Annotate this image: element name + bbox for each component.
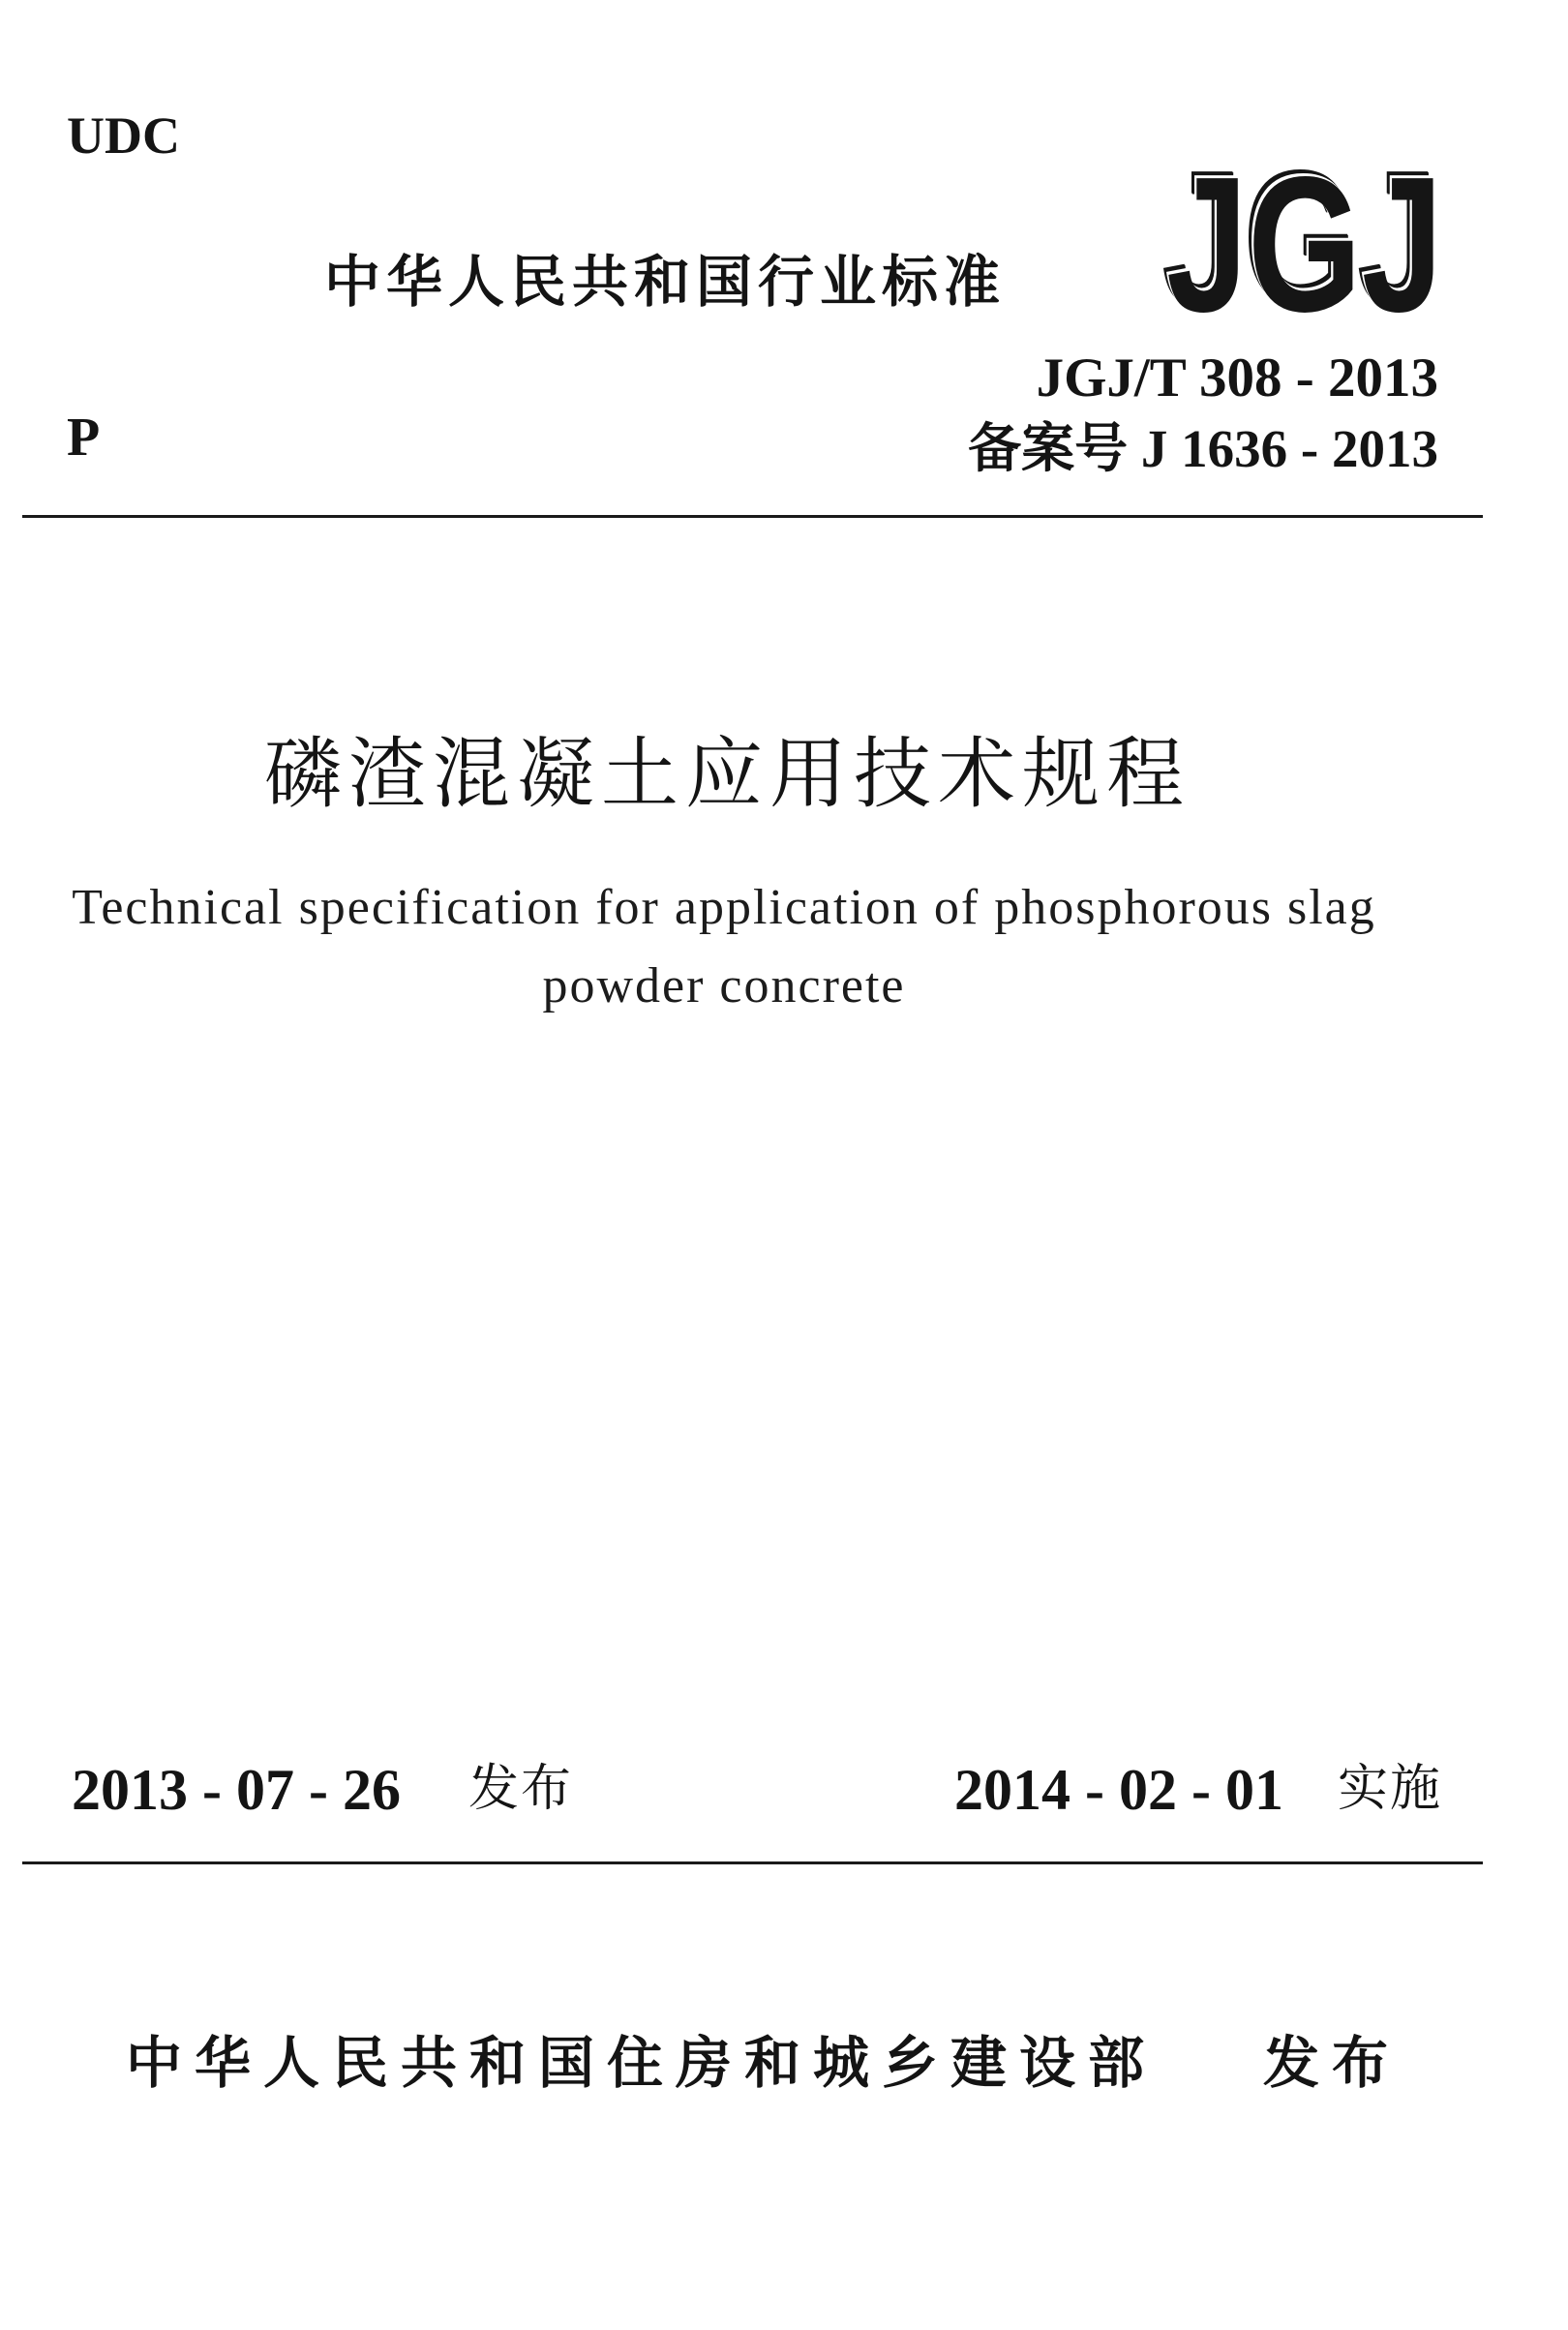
title-chinese: 磷渣混凝土应用技术规程 <box>264 729 1191 819</box>
category-mark: P <box>67 408 101 468</box>
record-number: 备案号 J 1636 - 2013 <box>968 419 1438 478</box>
standard-type-heading: 中华人民共和国行业标准 <box>324 249 1007 315</box>
publisher-name: 中华人民共和国住房和城乡建设部 <box>126 2030 1158 2096</box>
jgj-logo <box>1166 137 1447 352</box>
effective-label: 实施 <box>1338 1760 1443 1818</box>
standard-code: JGJ/T 308 - 2013 <box>1036 348 1438 409</box>
udc-mark: UDC <box>67 106 180 165</box>
jgj-logo-text: JGJ <box>1166 137 1443 352</box>
publisher-action: 发布 <box>1263 2030 1402 2096</box>
effective-date: 2014 - 02 - 01 <box>954 1758 1283 1822</box>
issue-date: 2013 - 07 - 26 <box>72 1758 401 1822</box>
header-divider <box>22 515 1483 518</box>
issue-label: 发布 <box>468 1760 574 1818</box>
title-english: Technical specification for application of phosphorous slag powder concrete <box>72 880 1376 1014</box>
footer-divider <box>22 1861 1483 1864</box>
